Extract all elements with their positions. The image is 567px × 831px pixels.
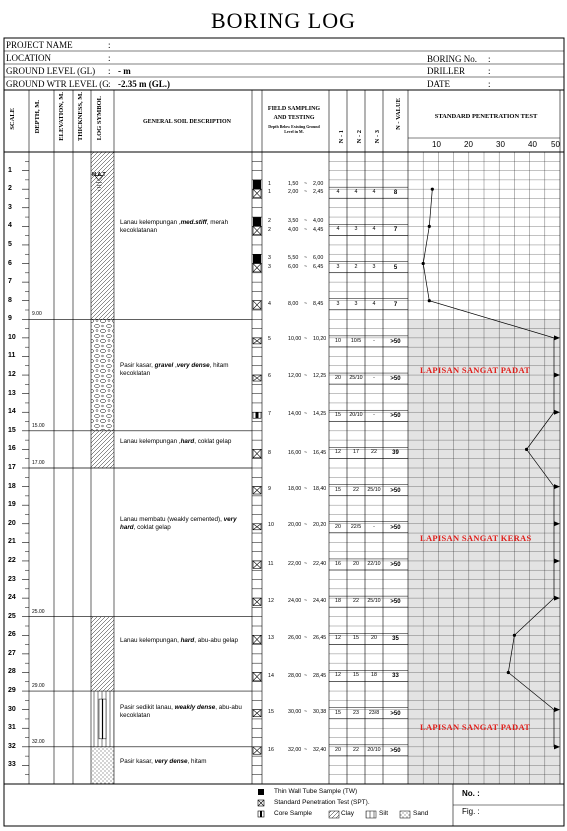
sample-tw-icon xyxy=(253,217,261,226)
col-thickness-header: THICKNESS, M. xyxy=(77,92,84,141)
sample-depth-tilde: ~ xyxy=(304,226,308,233)
soil-description-part: Pasir kasar, xyxy=(120,757,155,765)
spt-n-value: 35 xyxy=(392,636,399,643)
scale-label: 8 xyxy=(8,296,12,304)
soil-description-part: , coklat gelap xyxy=(133,524,171,532)
scale-label: 31 xyxy=(8,724,16,732)
scale-label: 20 xyxy=(8,519,16,527)
sample-depth-tilde: ~ xyxy=(304,180,308,187)
legend-core-label: Core Sample xyxy=(274,810,312,817)
sample-number: 9 xyxy=(268,486,271,493)
sample-core-bar xyxy=(256,412,259,418)
spt-n1-value: 12 xyxy=(335,635,341,642)
spt-n2-value: 22 xyxy=(353,486,359,493)
sample-number: 15 xyxy=(268,709,274,716)
sample-number: 3 xyxy=(268,254,271,261)
scale-label: 19 xyxy=(8,501,16,509)
depth-mark: 32.00 xyxy=(32,738,45,745)
sample-depth-to: 28,45 xyxy=(313,672,327,679)
scale-label: 5 xyxy=(8,240,12,248)
sample-depth-tilde: ~ xyxy=(304,263,308,270)
spt-n1-value: 3 xyxy=(336,300,340,307)
spt-tick-20: 20 xyxy=(464,140,473,149)
soil-description xyxy=(120,758,252,766)
spt-n2-value: 15 xyxy=(353,672,359,679)
spt-n2-value: 15 xyxy=(353,635,359,642)
sample-depth-tilde: ~ xyxy=(304,449,308,456)
soil-description-part: , xyxy=(173,362,177,370)
legend-sand-label: Sand xyxy=(413,810,429,817)
legend-silt-icon xyxy=(366,811,376,818)
sample-depth-to: 12,25 xyxy=(313,373,327,380)
spt-n1-value: 18 xyxy=(335,598,341,605)
sample-depth-to: 4,45 xyxy=(313,226,324,233)
log-symbol-clay xyxy=(91,431,114,468)
sample-depth-from: 8,00 xyxy=(288,300,299,307)
sample-depth-to: 16,45 xyxy=(313,449,327,456)
scale-label: 4 xyxy=(8,222,12,230)
legend-clay-icon xyxy=(329,811,339,818)
spt-n-value: 5 xyxy=(393,264,398,271)
spt-n-value: >50 xyxy=(390,561,401,568)
scale-label: 22 xyxy=(8,556,16,564)
sample-depth-tilde: ~ xyxy=(304,597,308,604)
col-depth-header: DEPTH, M. xyxy=(34,100,41,134)
sample-depth-from: 18,00 xyxy=(288,486,302,493)
soil-description-part: , abu-abu gelap xyxy=(194,637,238,645)
spt-n3-value: 20 xyxy=(371,635,377,642)
spt-data-point xyxy=(507,671,510,674)
soil-description-part: weakly dense xyxy=(174,704,216,712)
scale-label: 6 xyxy=(8,259,12,267)
sample-depth-tilde: ~ xyxy=(304,373,308,380)
legend-silt-label: Silt xyxy=(379,810,389,817)
sample-number: 4 xyxy=(268,300,271,307)
scale-label: 9 xyxy=(8,315,12,323)
spt-n3-value: - xyxy=(373,375,375,382)
depth-mark: 15.00 xyxy=(32,422,45,429)
spt-data-point xyxy=(428,299,431,302)
col-n3-header: N - 3 xyxy=(374,130,381,144)
sample-depth-from: 20,00 xyxy=(288,521,302,528)
legend-tw-label: Thin Wall Tube Sample (TW) xyxy=(274,788,358,795)
sample-depth-from: 32,00 xyxy=(288,746,302,753)
water-level-label: M.A.T xyxy=(92,171,106,178)
log-symbol-sand xyxy=(91,747,114,784)
spt-data-point xyxy=(428,225,431,228)
spt-n3-value: 18 xyxy=(371,672,377,679)
scale-label: 29 xyxy=(8,687,16,695)
sample-number: 3 xyxy=(268,263,271,270)
scale-label: 10 xyxy=(8,333,16,341)
spt-n1-value: 20 xyxy=(335,746,341,753)
depth-mark: 25.00 xyxy=(32,608,45,615)
col-elevation-header: ELEVATION, M. xyxy=(58,92,65,141)
sample-depth-to: 8,45 xyxy=(313,300,324,307)
sample-depth-from: 2,00 xyxy=(288,189,299,196)
spt-annotation: LAPISAN SANGAT PADAT xyxy=(420,365,531,376)
sample-number: 11 xyxy=(268,560,274,567)
scale-label: 30 xyxy=(8,705,16,713)
log-symbol-gravel xyxy=(91,319,114,431)
soil-description xyxy=(120,516,252,532)
scale-label: 16 xyxy=(8,445,16,453)
sample-depth-tilde: ~ xyxy=(304,300,308,307)
sample-depth-to: 6,45 xyxy=(313,263,324,270)
spt-n3-value: 3 xyxy=(372,263,376,270)
spt-n-value: >50 xyxy=(390,599,401,606)
soil-description-part: very dense xyxy=(154,757,188,765)
spt-n3-value: - xyxy=(373,412,375,419)
sample-depth-from: 6,00 xyxy=(288,263,299,270)
soil-description-part: hard xyxy=(180,438,195,446)
soil-description xyxy=(120,704,252,720)
spt-n1-value: 20 xyxy=(335,375,341,382)
sample-depth-tilde: ~ xyxy=(304,560,308,567)
spt-n-value: >50 xyxy=(390,487,401,494)
spt-n1-value: 12 xyxy=(335,672,341,679)
spt-data-point xyxy=(525,448,528,451)
log-symbol-clay xyxy=(91,617,114,691)
date-label: DATE xyxy=(427,79,450,89)
sample-depth-from: 4,00 xyxy=(288,226,299,233)
spt-n1-value: 15 xyxy=(335,486,341,493)
scale-label: 15 xyxy=(8,426,16,434)
soil-description-part: , hitam xyxy=(187,757,207,765)
ground-water-level-value: -2.35 m (GL.) xyxy=(118,79,170,89)
scale-label: 24 xyxy=(8,594,16,602)
legend-tw-icon xyxy=(258,789,264,795)
spt-n1-value: 20 xyxy=(335,523,341,530)
sample-number: 5 xyxy=(268,335,271,342)
scale-label: 23 xyxy=(8,575,16,583)
sample-depth-to: 10,20 xyxy=(313,335,327,342)
spt-n1-value: 3 xyxy=(336,263,340,270)
sample-depth-to: 6,00 xyxy=(313,254,324,261)
col-n1-header: N - 1 xyxy=(338,130,345,144)
spt-tick-30: 30 xyxy=(496,140,505,149)
figure-fig-label: Fig. : xyxy=(462,807,480,816)
sample-depth-tilde: ~ xyxy=(304,189,308,196)
legend-sand-icon xyxy=(400,811,410,818)
scale-label: 28 xyxy=(8,668,16,676)
sample-depth-from: 10,00 xyxy=(288,335,302,342)
soil-description-part: , hitam kecoklatan xyxy=(120,362,229,377)
spt-n-value: 7 xyxy=(393,301,398,308)
ground-level-label: GROUND LEVEL (GL) xyxy=(6,66,96,76)
sample-depth-to: 22,40 xyxy=(313,560,327,567)
sample-depth-tilde: ~ xyxy=(304,217,308,224)
sample-depth-from: 5,50 xyxy=(288,254,299,261)
boring-no-label: BORING No. xyxy=(427,54,478,64)
ground-water-level-label: GROUND WTR LEVEL (G xyxy=(6,79,109,89)
spt-tick-50: 50 xyxy=(551,140,560,149)
spt-n1-value: 12 xyxy=(335,449,341,456)
project-name-colon: : xyxy=(108,40,111,50)
soil-description xyxy=(120,438,252,446)
spt-tick-10: 10 xyxy=(432,140,441,149)
sample-depth-tilde: ~ xyxy=(304,635,308,642)
legend-spt-label: Standard Penetration Test (SPT). xyxy=(274,799,370,806)
soil-description-part: Pasir sedikit lanau, xyxy=(120,704,175,712)
sample-number: 13 xyxy=(268,635,274,642)
scale-label: 17 xyxy=(8,464,16,471)
sample-depth-from: 24,00 xyxy=(288,597,302,604)
sample-number: 12 xyxy=(268,597,274,604)
spt-n1-value: 4 xyxy=(336,226,340,233)
soil-description-part: Pasir kasar, xyxy=(120,362,155,370)
scale-label: 26 xyxy=(8,631,16,639)
driller-colon: : xyxy=(488,66,491,76)
sample-number: 10 xyxy=(268,521,274,528)
sample-depth-tilde: ~ xyxy=(304,410,308,417)
spt-n3-value: - xyxy=(373,523,375,530)
spt-n-value: >50 xyxy=(390,747,401,754)
scale-label: 2 xyxy=(8,185,12,193)
ground-level-colon: : xyxy=(108,66,111,76)
spt-tick-40: 40 xyxy=(528,140,537,149)
page-title: BORING LOG xyxy=(210,8,357,33)
spt-n1-value: 15 xyxy=(335,709,341,716)
sample-number: 6 xyxy=(268,373,271,380)
soil-description-part: Lanau kelempungan, xyxy=(120,637,181,645)
scale-label: 1 xyxy=(8,166,12,174)
spt-n-value: 8 xyxy=(393,190,398,197)
sample-depth-to: 18,40 xyxy=(313,486,327,493)
ground-water-level-colon: : xyxy=(108,79,111,89)
date-colon: : xyxy=(488,79,491,89)
sample-depth-tilde: ~ xyxy=(304,486,308,493)
sample-depth-from: 16,00 xyxy=(288,449,302,456)
spt-n-value: 7 xyxy=(393,227,398,234)
depth-mark: 17.00 xyxy=(32,460,45,466)
sample-depth-to: 2,45 xyxy=(313,189,324,196)
soil-description-part: Lanau membatu (weakly cemented), xyxy=(120,516,224,524)
spt-annotation: LAPISAN SANGAT PADAT xyxy=(420,722,531,733)
sample-depth-from: 30,00 xyxy=(288,709,302,716)
spt-n2-value: 3 xyxy=(354,300,358,307)
spt-n-value: >50 xyxy=(390,376,401,383)
sample-depth-to: 2,00 xyxy=(313,180,324,187)
soil-description-part: , abu-abu kecoklatan xyxy=(120,704,242,719)
spt-n-value: 33 xyxy=(392,673,399,680)
spt-chart-title: STANDARD PENETRATION TEST xyxy=(434,113,538,120)
sample-depth-from: 22,00 xyxy=(288,560,302,567)
scale-label: 11 xyxy=(8,352,16,360)
sample-depth-tilde: ~ xyxy=(304,254,308,261)
scale-label: 21 xyxy=(8,538,16,546)
soil-description-part: med.stiff xyxy=(180,218,207,226)
ground-level-value: - m xyxy=(118,66,131,76)
scale-label: 14 xyxy=(8,408,16,416)
scale-label: 27 xyxy=(8,649,16,657)
spt-n3-value: 4 xyxy=(372,300,376,307)
sample-depth-tilde: ~ xyxy=(304,672,308,679)
sample-depth-to: 20,20 xyxy=(313,521,327,528)
spt-n-value: 39 xyxy=(392,450,399,457)
spt-n3-value: 20/10 xyxy=(367,746,381,753)
spt-n2-value: 2 xyxy=(354,263,358,270)
sample-number: 2 xyxy=(268,217,271,224)
soil-description-part: gravel xyxy=(154,362,174,370)
spt-n-value: >50 xyxy=(390,338,401,345)
sample-depth-tilde: ~ xyxy=(304,521,308,528)
spt-n2-value: 3 xyxy=(354,226,358,233)
col-field-header-line1: FIELD SAMPLING xyxy=(267,106,321,112)
sample-tw-icon xyxy=(253,254,261,263)
spt-n2-value: 17 xyxy=(353,449,359,456)
sample-depth-to: 32,40 xyxy=(313,746,327,753)
location-colon: : xyxy=(108,53,111,63)
spt-n3-value: 4 xyxy=(372,226,376,233)
depth-mark: 9.00 xyxy=(32,311,42,318)
scale-label: 7 xyxy=(8,278,12,286)
sample-number: 1 xyxy=(268,180,271,187)
spt-data-point xyxy=(431,188,434,191)
col-nvalue-header: N - VALUE xyxy=(395,98,402,130)
spt-n2-value: 22 xyxy=(353,598,359,605)
spt-n2-value: 22 xyxy=(353,746,359,753)
soil-description-part: hard xyxy=(180,637,195,645)
spt-n3-value: 23/8 xyxy=(368,709,380,716)
spt-n2-value: 20 xyxy=(353,560,359,567)
sample-depth-from: 3,50 xyxy=(288,217,299,224)
soil-description-part: Lanau kelempungan , xyxy=(120,438,181,446)
sample-depth-from: 26,00 xyxy=(288,635,302,642)
spt-n2-value: 22/5 xyxy=(350,523,362,530)
spt-n-value: >50 xyxy=(390,413,401,420)
sample-depth-tilde: ~ xyxy=(304,746,308,753)
col-n2-header: N - 2 xyxy=(356,130,363,144)
sample-tw-icon xyxy=(253,180,261,189)
sample-number: 1 xyxy=(268,189,271,196)
spt-n2-value: 10/5 xyxy=(350,337,362,344)
spt-n3-value: 22/10 xyxy=(367,560,381,567)
sample-depth-to: 26,45 xyxy=(313,635,327,642)
soil-description xyxy=(120,362,252,378)
spt-n3-value: 22 xyxy=(371,449,377,456)
soil-description xyxy=(120,637,252,645)
soil-description-part: , coklat gelap xyxy=(194,438,232,446)
spt-n2-value: 20/10 xyxy=(349,412,363,419)
soil-description-part: Lanau kelempungan , xyxy=(120,218,181,226)
spt-n3-value: 25/10 xyxy=(367,598,381,605)
log-grid xyxy=(4,38,564,826)
spt-n1-value: 10 xyxy=(335,337,341,344)
figure-number-label: No. : xyxy=(462,789,480,798)
sample-depth-tilde: ~ xyxy=(304,335,308,342)
sample-number: 7 xyxy=(268,410,271,417)
spt-data-point xyxy=(513,634,516,637)
sample-depth-to: 4,00 xyxy=(313,217,324,224)
spt-n1-value: 15 xyxy=(335,412,341,419)
col-field-subheader-line2: Level in M. xyxy=(284,129,304,134)
sample-depth-to: 24,40 xyxy=(313,597,327,604)
spt-n-value: >50 xyxy=(390,710,401,717)
scale-label: 18 xyxy=(8,482,16,490)
col-field-header-line2: AND TESTING xyxy=(273,115,315,121)
spt-n3-value: - xyxy=(373,337,375,344)
spt-n1-value: 4 xyxy=(336,189,340,196)
scale-label: 32 xyxy=(8,742,16,750)
sample-depth-from: 28,00 xyxy=(288,672,302,679)
spt-n2-value: 25/10 xyxy=(349,375,363,382)
spt-n3-value: 4 xyxy=(372,189,376,196)
sample-number: 14 xyxy=(268,672,274,679)
sample-depth-from: 12,00 xyxy=(288,373,302,380)
sample-depth-to: 30,38 xyxy=(313,709,327,716)
col-field-subheader-line1: Depth Below Existing Ground xyxy=(268,124,320,129)
driller-label: DRILLER xyxy=(427,66,465,76)
soil-description-part: , merah kecoklatanan xyxy=(120,218,229,234)
spt-annotation: LAPISAN SANGAT KERAS xyxy=(420,532,532,543)
scale-label: 13 xyxy=(8,389,16,397)
soil-description-part: very hard xyxy=(120,516,237,532)
spt-data-point xyxy=(422,262,425,265)
col-scale-header: SCALE xyxy=(9,108,16,130)
scale-label: 12 xyxy=(8,371,16,379)
sample-depth-tilde: ~ xyxy=(304,709,308,716)
sample-number: 2 xyxy=(268,226,271,233)
sample-depth-from: 14,00 xyxy=(288,410,302,417)
spt-n-value: >50 xyxy=(390,524,401,531)
scale-label: 25 xyxy=(8,612,16,620)
col-description-header: GENERAL SOIL DESCRIPTION xyxy=(142,119,232,125)
sample-depth-from: 1,50 xyxy=(288,180,299,187)
sample-number: 8 xyxy=(268,449,271,456)
depth-mark: 29.00 xyxy=(32,683,45,690)
legend-clay-label: Clay xyxy=(341,810,355,817)
spt-n3-value: 25/10 xyxy=(367,486,381,493)
sample-number: 16 xyxy=(268,746,274,753)
col-log-symbol-header: LOG SYMBOL xyxy=(96,96,103,141)
soil-description-part: very dense xyxy=(176,362,210,370)
spt-n2-value: 23 xyxy=(353,709,359,716)
sample-depth-to: 14,25 xyxy=(313,410,327,417)
boring-no-colon: : xyxy=(488,54,491,64)
project-name-label: PROJECT NAME xyxy=(6,40,73,50)
spt-n1-value: 16 xyxy=(335,560,341,567)
scale-label: 33 xyxy=(8,761,16,769)
spt-n2-value: 4 xyxy=(354,189,358,196)
location-label: LOCATION xyxy=(6,53,51,63)
scale-label: 3 xyxy=(8,203,12,211)
soil-description xyxy=(120,219,252,235)
legend-core-bar xyxy=(260,811,262,817)
